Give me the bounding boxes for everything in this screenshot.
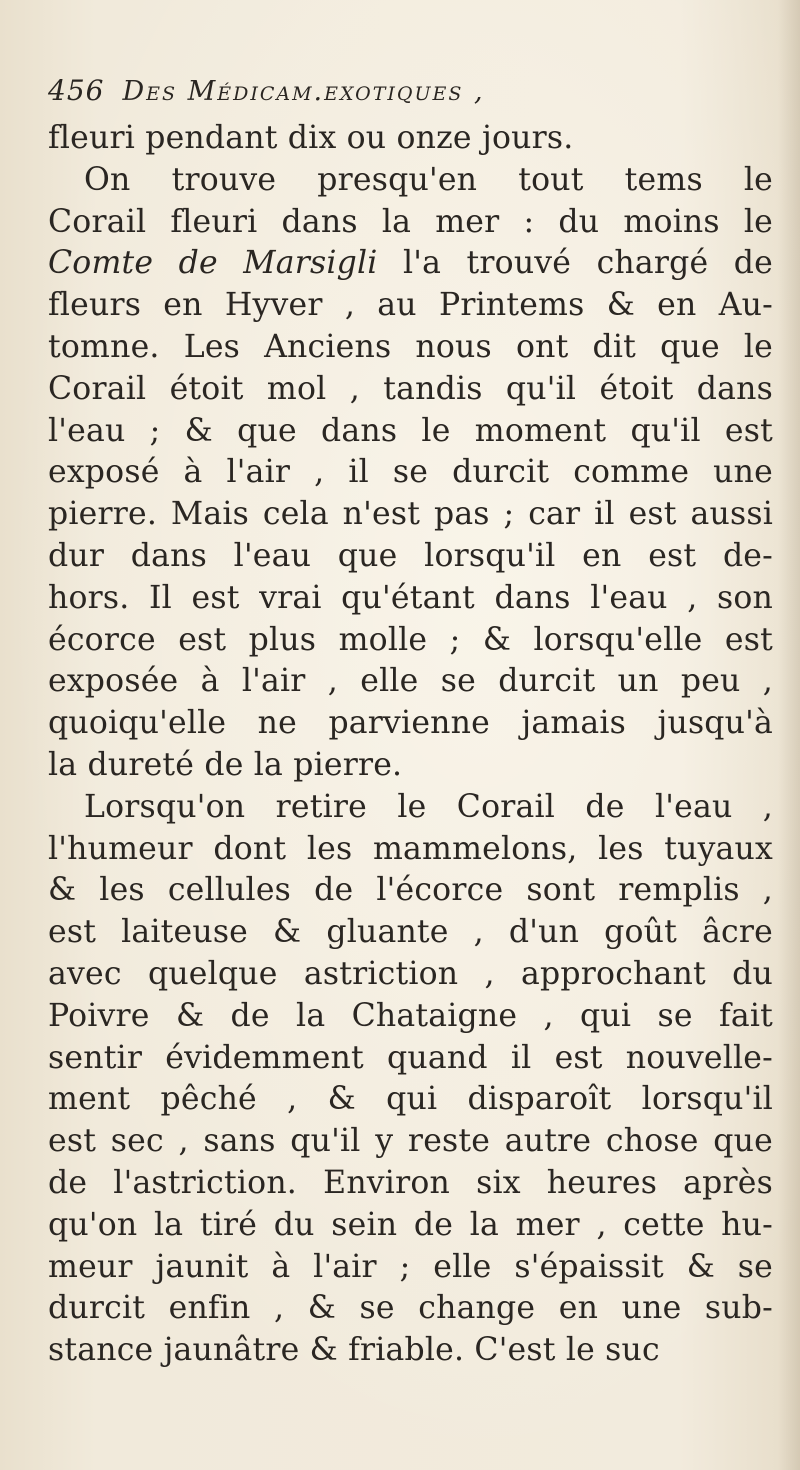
page-edge-shadow xyxy=(778,0,800,1470)
text-line: fleuri pendant dix ou onze jours. xyxy=(48,120,574,156)
text-line: sentir évidemment quand il est nouvelle- xyxy=(48,1039,773,1076)
body-text xyxy=(48,118,773,1372)
proper-name: Comte de Marsigli xyxy=(48,245,378,282)
paragraph xyxy=(48,118,773,160)
text-line: durcit enfin , & se change en une sub- xyxy=(48,1290,773,1327)
text-line: & les cellules de l'écorce sont remplis , xyxy=(48,872,773,909)
text-line: qu'on la tiré du sein de la mer , cette hu- xyxy=(48,1206,773,1243)
text-line: meur jaunit à l'air ; elle s'épaissit & se xyxy=(48,1248,773,1285)
text-line: Comte de Marsigli l'a trouvé chargé de xyxy=(48,245,773,282)
text-line: la dureté de la pierre. xyxy=(48,746,403,783)
text-line: tomne. Les Anciens nous ont dit que le xyxy=(48,328,773,365)
text-line: quoiqu'elle ne parvienne jamais jusqu'à xyxy=(48,705,773,742)
paragraph xyxy=(48,160,773,787)
page-header xyxy=(48,74,688,114)
text-line: de l'astriction. Environ six heures après xyxy=(48,1164,773,1201)
text-line: pierre. Mais cela n'est pas ; car il est aussi xyxy=(48,496,773,533)
text-line: dur dans l'eau que lorsqu'il en est de- xyxy=(48,537,773,574)
text-line: Lorsqu'on retire le Corail de l'eau , xyxy=(84,788,773,825)
text-line: écorce est plus molle ; & lorsqu'elle est xyxy=(48,621,773,658)
text-line: On trouve presqu'en tout tems le xyxy=(84,161,773,198)
text-line: stance jaunâtre & friable. C'est le suc xyxy=(48,1332,660,1369)
text-line: fleurs en Hyver , au Printems & en Au- xyxy=(48,287,773,324)
text-line: Poivre & de la Chataigne , qui se fait xyxy=(48,997,773,1034)
text-line: exposé à l'air , il se durcit comme une xyxy=(48,454,773,491)
text-line: ment pêché , & qui disparoît lorsqu'il xyxy=(48,1081,773,1118)
text-line: Corail étoit mol , tandis qu'il étoit dans xyxy=(48,370,773,407)
page-number: 456 xyxy=(48,74,105,107)
paragraph xyxy=(48,787,773,1372)
text-line: Corail fleuri dans la mer : du moins le xyxy=(48,203,773,240)
text-line: l'eau ; & que dans le moment qu'il est xyxy=(48,412,773,449)
text-line: est sec , sans qu'il y reste autre chose que xyxy=(48,1123,773,1160)
text-line: avec quelque astriction , approchant du xyxy=(48,955,773,992)
running-title: Des Médicam.exotiques , xyxy=(122,76,485,107)
text-line: l'humeur dont les mammelons, les tuyaux xyxy=(48,830,773,867)
text-line: exposée à l'air , elle se durcit un peu , xyxy=(48,663,773,700)
text-line: est laiteuse & gluante , d'un goût âcre xyxy=(48,914,773,951)
text-line: hors. Il est vrai qu'étant dans l'eau , son xyxy=(48,579,773,616)
